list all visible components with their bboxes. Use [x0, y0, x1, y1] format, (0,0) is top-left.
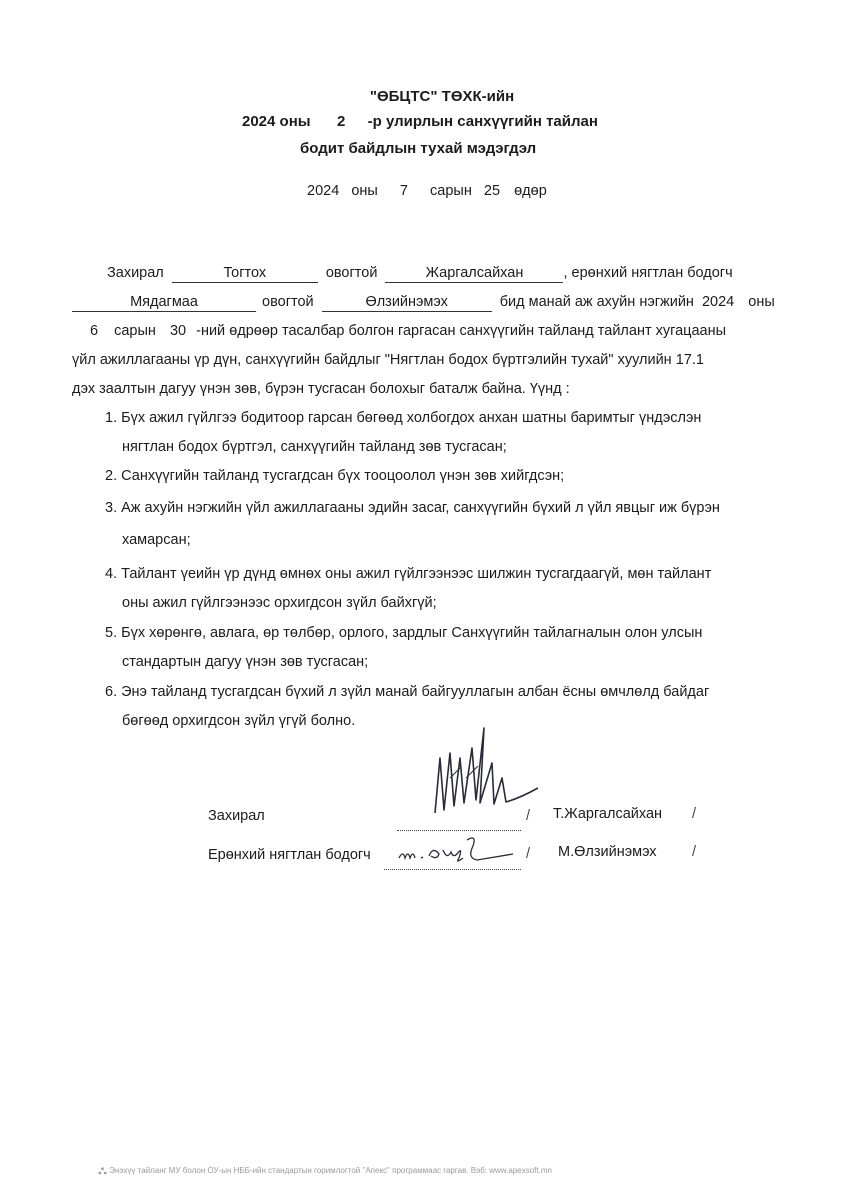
- accountant-signature-slash-2: /: [692, 844, 697, 860]
- footer-text: Энэхүү тайланг МУ болон ОУ-ын НББ-ийн стандартын горимлогтой "Апекс" программаас гаргав. Вэб: www.apexsoft.mn: [109, 1166, 552, 1175]
- list-item-text: Энэ тайланд тусгагдсан бүхий л зүйл манай байгууллагын албан ёсны өмчлөлд байдаг: [121, 684, 710, 700]
- list-item-number: 1.: [105, 410, 118, 426]
- list-item-number: 2.: [105, 468, 118, 484]
- list-item-1-cont: нягтлан бодох бүртгэл, санхүүгийн тайланд зөв тусгасан;: [122, 439, 507, 455]
- director-name-field: Жаргалсайхан: [385, 265, 563, 283]
- list-item-3-cont: хамарсан;: [122, 532, 191, 548]
- report-quarter: 2: [336, 113, 346, 130]
- date-line: [307, 183, 547, 199]
- date-year-label: оны: [351, 183, 378, 199]
- report-title-line: [242, 113, 598, 130]
- list-item-3: [105, 500, 720, 516]
- list-item-number: 6.: [105, 684, 118, 700]
- date-year: 2024: [307, 183, 340, 199]
- surname-label-1: овогтой: [325, 265, 378, 281]
- list-item-4: [105, 566, 711, 582]
- list-item-text: Бүх ажил гүйлгээ бодитоор гарсан бөгөөд холбогдох анхан шатны баримтыг үндэслэн: [121, 410, 702, 426]
- list-item-number: 5.: [105, 625, 118, 641]
- list-item-number: 4.: [105, 566, 118, 582]
- accountant-signature-name: М.Өлзийнэмэх: [558, 844, 657, 860]
- footer: [98, 1166, 552, 1175]
- statement-line-4: үйл ажиллагааны үр дүн, санхүүгийн байдлыг "Нягтлан бодох бүртгэлийн тухай" хуулийн 17.1: [72, 352, 704, 368]
- date-month-label: сарын: [430, 183, 472, 199]
- director-signature-role: Захирал: [208, 808, 265, 824]
- list-item-text: Бүх хөрөнгө, авлага, өр төлбөр, орлого, зардлыг Санхүүгийн тайлагналын олон улсын: [121, 625, 703, 641]
- report-subtitle: бодит байдлын тухай мэдэгдэл: [300, 140, 537, 157]
- list-item-6-cont: бөгөөд орхигдсон зүйл үгүй болно.: [122, 713, 356, 729]
- list-item-6: [105, 684, 709, 700]
- list-item-5: [105, 625, 702, 641]
- list-item-4-cont: оны ажил гүйлгээнээс орхигдсон зүйл байхгүй;: [122, 595, 437, 611]
- director-surname-field: Тогтох: [172, 265, 318, 283]
- date-day: 25: [483, 183, 501, 199]
- org-title: "ӨБЦТС" ТӨХК-ийн: [369, 88, 515, 105]
- accountant-signature-icon: [393, 832, 523, 866]
- report-year-suffix: оны: [279, 113, 311, 130]
- statement-line-3-rest: -ний өдрөөр тасалбар болгон гаргасан санхүүгийн тайланд тайлант хугацааны: [196, 323, 727, 339]
- date-month: 7: [399, 183, 408, 199]
- statement-line-1: [107, 265, 733, 283]
- statement-report-year: 2024: [701, 294, 735, 310]
- list-item-text: Тайлант үеийн үр дүнд өмнөх оны ажил гүйлгээнээс шилжин тусгагдаагүй, мөн тайлант: [121, 566, 712, 582]
- statement-report-month: 6: [90, 323, 99, 339]
- list-item-text: Санхүүгийн тайланд тусгагдсан бүх тооцоолол үнэн зөв хийгдсэн;: [121, 468, 565, 484]
- accountant-signature-slash-1: /: [526, 846, 531, 862]
- accountant-role-label: , ерөнхий нягтлан бодогч: [563, 265, 733, 281]
- list-item-text: Аж ахуйн нэгжийн үйл ажиллагааны эдийн засаг, санхүүгийн бүхий л үйл явцыг иж бүрэн: [121, 500, 720, 516]
- list-item-1: [105, 410, 701, 426]
- director-signature-slash-1: /: [526, 808, 531, 824]
- report-quarter-suffix: -р улирлын санхүүгийн тайлан: [367, 113, 598, 130]
- statement-we-text: бид манай аж ахуйн нэгжийн: [499, 294, 694, 310]
- apex-logo-icon: [98, 1167, 107, 1175]
- list-item-2: [105, 468, 564, 484]
- statement-line-3: [90, 323, 726, 339]
- accountant-signature-role: Ерөнхий нягтлан бодогч: [208, 847, 371, 863]
- list-item-5-cont: стандартын дагуу үнэн зөв тусгасан;: [122, 654, 369, 670]
- accountant-name-field: Өлзийнэмэх: [322, 294, 492, 312]
- statement-line-2: [72, 294, 775, 312]
- surname-label-2: овогтой: [262, 294, 314, 310]
- statement-line-5: дэх заалтын дагуу үнэн зөв, бүрэн тусгасан болохыг баталж байна. Үүнд :: [72, 381, 570, 397]
- list-item-number: 3.: [105, 500, 118, 516]
- director-signature-slash-2: /: [692, 806, 697, 822]
- report-year: 2024: [242, 113, 276, 130]
- statement-report-year-label: оны: [748, 294, 775, 310]
- statement-report-day: 30: [169, 323, 187, 339]
- director-signature-name: Т.Жаргалсайхан: [553, 806, 663, 822]
- director-label: Захирал: [107, 265, 164, 281]
- accountant-surname-field: Мядагмаа: [72, 294, 256, 312]
- date-day-label: өдөр: [514, 183, 547, 199]
- statement-report-month-label: сарын: [114, 323, 156, 339]
